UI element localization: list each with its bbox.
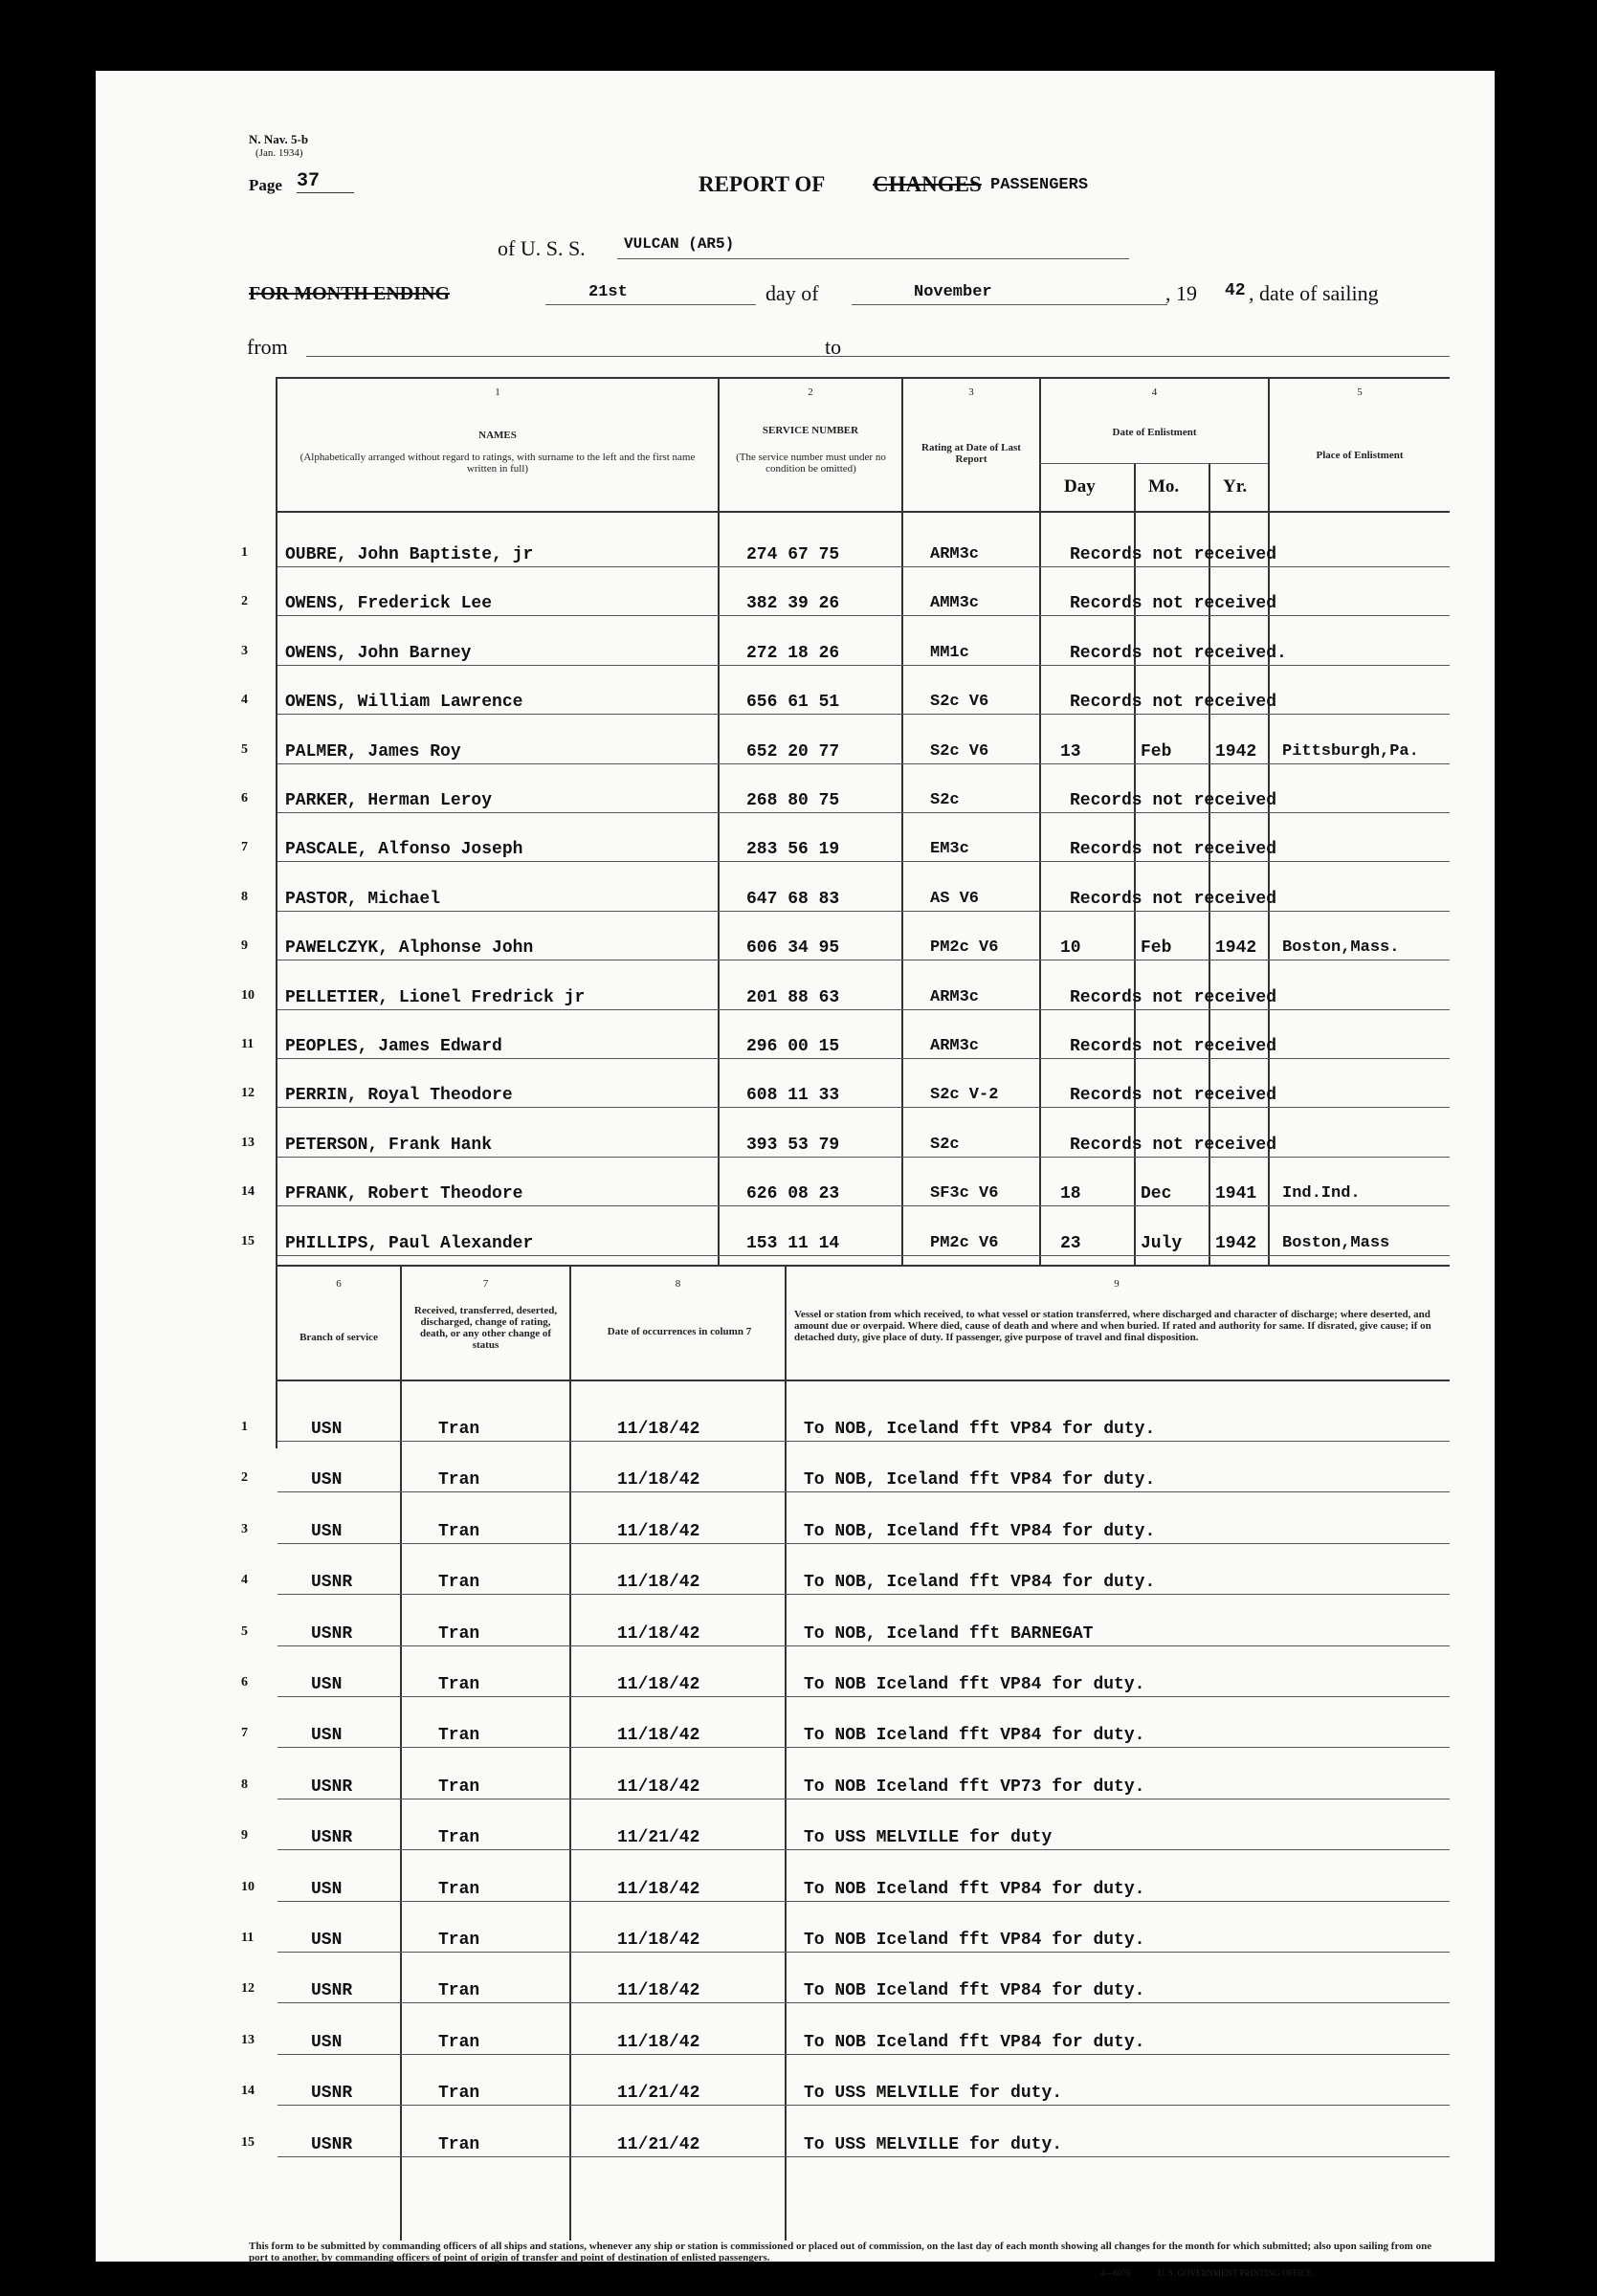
occurrence-date: 11/18/42 <box>617 1880 700 1899</box>
rating: S2c V-2 <box>930 1086 999 1104</box>
occurrence-date: 11/18/42 <box>617 1777 700 1797</box>
row-number: 15 <box>241 1234 255 1248</box>
service-number: 283 56 19 <box>746 840 840 859</box>
records-remark: Records not received <box>1070 545 1277 564</box>
disposition-remarks: To NOB Iceland fft VP84 for duty. <box>804 1981 1145 2000</box>
row-number: 14 <box>241 1184 255 1199</box>
rating: AS V6 <box>930 890 980 908</box>
row-rule <box>277 1205 1450 1206</box>
status-change: Tran <box>438 1675 480 1694</box>
row-number: 1 <box>241 1420 248 1434</box>
row-rule <box>277 1747 1450 1748</box>
col5-number: 5 <box>1357 386 1363 398</box>
surname-name: PAWELCZYK, Alphonse John <box>285 938 534 958</box>
surname-name: PASCALE, Alfonso Joseph <box>285 840 523 859</box>
col3-number: 3 <box>968 386 974 398</box>
branch-of-service: USN <box>311 1726 343 1745</box>
occurrence-date: 11/18/42 <box>617 1981 700 2000</box>
row-number: 5 <box>241 742 248 757</box>
enlist-year: 1941 <box>1215 1184 1257 1203</box>
row-number: 1 <box>241 545 248 560</box>
enlist-day: 10 <box>1060 938 1081 958</box>
status-change: Tran <box>438 2033 480 2052</box>
row-number: 15 <box>241 2135 255 2150</box>
col8-number: 8 <box>675 1278 681 1290</box>
status-change: Tran <box>438 1828 480 1847</box>
col1-note: (Alphabetically arranged without regard to ratings, with surname to the left and the first name written in full) <box>299 452 696 475</box>
form-number: N. Nav. 5-b <box>249 132 309 146</box>
disposition-remarks: To NOB Iceland fft VP84 for duty. <box>804 2033 1145 2052</box>
footer-note: This form to be submitted by commanding officers of all ships and stations, whenever any ship or station is commissioned or placed out of commission, on the last day of each month showing all changes for the month for which submitted; also upon sailing from one port to another, by commanding officers of point of origin of transfer and point of destination of enlisted passengers. <box>249 2241 1432 2264</box>
row-rule <box>277 1107 1450 1108</box>
enlist-day: 18 <box>1060 1184 1081 1203</box>
rating: ARM3c <box>930 988 980 1006</box>
col4-number: 4 <box>1151 386 1158 398</box>
occurrence-date: 11/18/42 <box>617 1726 700 1745</box>
status-change: Tran <box>438 1573 480 1592</box>
rating: S2c V6 <box>930 742 989 761</box>
disposition-remarks: To USS MELVILLE for duty. <box>804 2135 1063 2154</box>
enlist-year: 1942 <box>1215 1234 1257 1253</box>
status-change: Tran <box>438 1777 480 1797</box>
enlist-month: Dec <box>1141 1184 1172 1203</box>
surname-name: OWENS, Frederick Lee <box>285 594 493 613</box>
enlist-day: 23 <box>1060 1234 1081 1253</box>
branch-of-service: USN <box>311 1880 343 1899</box>
occurrence-date: 11/18/42 <box>617 1624 700 1644</box>
row-rule <box>277 861 1450 862</box>
service-number: 393 53 79 <box>746 1136 840 1155</box>
status-change: Tran <box>438 1931 480 1950</box>
disposition-remarks: To USS MELVILLE for duty. <box>804 2084 1063 2103</box>
disposition-remarks: To NOB, Iceland fft VP84 for duty. <box>804 1470 1156 1490</box>
disposition-remarks: To NOB Iceland fft VP73 for duty. <box>804 1777 1145 1797</box>
row-number: 8 <box>241 890 248 904</box>
col6-title: Branch of service <box>299 1332 378 1343</box>
row-number: 8 <box>241 1777 248 1792</box>
row-number: 6 <box>241 1675 248 1689</box>
row-rule <box>277 1849 1450 1850</box>
rating: AMM3c <box>930 594 980 612</box>
title-suffix: PASSENGERS <box>990 176 1089 194</box>
col3-title: Rating at Date of Last Report <box>921 442 1021 466</box>
branch-of-service: USNR <box>311 1828 353 1847</box>
row-rule <box>277 911 1450 912</box>
status-change: Tran <box>438 2135 480 2154</box>
printer-name: U. S. GOVERNMENT PRINTING OFFICE <box>1158 2268 1312 2278</box>
row-number: 10 <box>241 988 255 1003</box>
records-remark: Records not received <box>1070 840 1277 859</box>
place-of-enlistment: Pittsburgh,Pa. <box>1282 742 1419 761</box>
status-change: Tran <box>438 1624 480 1644</box>
row-number: 4 <box>241 693 248 707</box>
service-number: 606 34 95 <box>746 938 840 958</box>
service-number: 153 11 14 <box>746 1234 840 1253</box>
occurrence-date: 11/21/42 <box>617 2135 700 2154</box>
enlist-day: 13 <box>1060 742 1081 762</box>
row-number: 2 <box>241 594 248 608</box>
surname-name: PASTOR, Michael <box>285 890 441 909</box>
rating: PM2c V6 <box>930 1234 999 1252</box>
col2-note: (The service number must under no condition be omitted) <box>736 452 886 475</box>
row-rule <box>277 2105 1450 2106</box>
service-number: 201 88 63 <box>746 988 840 1007</box>
page-number: 37 <box>297 170 354 193</box>
from-label: from <box>247 335 288 359</box>
row-number: 9 <box>241 938 248 953</box>
row-rule <box>277 812 1450 813</box>
row-number: 14 <box>241 2084 255 2098</box>
row-rule <box>277 615 1450 616</box>
disposition-remarks: To NOB Iceland fft VP84 for duty. <box>804 1931 1145 1950</box>
to-label: to <box>825 335 842 359</box>
col7-title: Received, transferred, deserted, discharged, change of rating, death, or any other change of status <box>413 1305 558 1352</box>
month-value: November <box>914 283 992 301</box>
row-rule <box>277 1058 1450 1059</box>
service-number: 656 61 51 <box>746 693 840 712</box>
service-number: 296 00 15 <box>746 1037 840 1056</box>
disposition-remarks: To NOB, Iceland fft VP84 for duty. <box>804 1420 1156 1439</box>
row-number: 13 <box>241 1136 255 1150</box>
col5-title: Place of Enlistment <box>1316 450 1404 461</box>
col4-yr: Yr. <box>1223 476 1248 497</box>
col4-title: Date of Enlistment <box>1112 427 1197 438</box>
row-number: 3 <box>241 644 248 658</box>
row-rule <box>277 2054 1450 2055</box>
enlist-month: Feb <box>1141 742 1172 762</box>
surname-name: PARKER, Herman Leroy <box>285 791 493 810</box>
rating: MM1c <box>930 644 969 662</box>
disposition-remarks: To NOB, Iceland fft VP84 for duty. <box>804 1573 1156 1592</box>
row-rule <box>277 1157 1450 1158</box>
row-rule <box>277 1441 1450 1442</box>
struck-label: FOR MONTH ENDING <box>249 283 450 304</box>
occurrence-date: 11/18/42 <box>617 1573 700 1592</box>
col1-number: 1 <box>495 386 500 398</box>
rating: EM3c <box>930 840 969 858</box>
place-of-enlistment: Ind.Ind. <box>1282 1184 1361 1203</box>
col1-title: NAMES <box>478 430 517 441</box>
rating: S2c V6 <box>930 693 989 711</box>
branch-of-service: USNR <box>311 2084 353 2103</box>
form-date: (Jan. 1934) <box>255 147 303 159</box>
status-change: Tran <box>438 1470 480 1490</box>
surname-name: PALMER, James Roy <box>285 742 461 762</box>
surname-name: PEOPLES, James Edward <box>285 1037 502 1056</box>
service-number: 382 39 26 <box>746 594 840 613</box>
branch-of-service: USN <box>311 1420 343 1439</box>
rating: SF3c V6 <box>930 1184 999 1203</box>
row-rule <box>277 1009 1450 1010</box>
row-number: 7 <box>241 1726 248 1740</box>
occurrence-date: 11/18/42 <box>617 1420 700 1439</box>
records-remark: Records not received <box>1070 890 1277 909</box>
branch-of-service: USNR <box>311 1573 353 1592</box>
row-rule <box>277 2002 1450 2003</box>
occurrence-date: 11/21/42 <box>617 1828 700 1847</box>
occurrence-date: 11/18/42 <box>617 2033 700 2052</box>
row-rule <box>277 714 1450 715</box>
day-of-label: day of <box>765 281 819 305</box>
enlist-month: Feb <box>1141 938 1172 958</box>
records-remark: Records not received <box>1070 1136 1277 1155</box>
row-number: 2 <box>241 1470 248 1485</box>
row-rule <box>277 1491 1450 1492</box>
records-remark: Records not received <box>1070 693 1277 712</box>
row-number: 12 <box>241 1086 255 1100</box>
surname-name: PHILLIPS, Paul Alexander <box>285 1234 534 1253</box>
col9-title: Vessel or station from which received, to what vessel or station transferred, where discharged and character of discharge; where deserted, and amount due or overpaid. Where died, cause of death and where and when buried. If rated and authority for same. If disrated, give cause; if on detached duty, give place of duty. If passenger, give purpose of travel and final disposition. <box>794 1309 1431 1344</box>
branch-of-service: USN <box>311 2033 343 2052</box>
occurrence-date: 11/18/42 <box>617 1470 700 1490</box>
row-rule <box>277 1696 1450 1697</box>
sailing-label: , date of sailing <box>1249 281 1379 305</box>
row-rule <box>277 1255 1450 1256</box>
occurrence-date: 11/18/42 <box>617 1522 700 1541</box>
col6-number: 6 <box>336 1278 342 1290</box>
row-number: 11 <box>241 1931 255 1945</box>
enlist-year: 1942 <box>1215 938 1257 958</box>
records-remark: Records not received <box>1070 1037 1277 1056</box>
col4-mo: Mo. <box>1148 476 1180 497</box>
surname-name: OWENS, John Barney <box>285 644 472 663</box>
occurrence-date: 11/18/42 <box>617 1931 700 1950</box>
records-remark: Records not received <box>1070 1086 1277 1105</box>
disposition-remarks: To NOB Iceland fft VP84 for duty. <box>804 1675 1145 1694</box>
disposition-remarks: To NOB Iceland fft VP84 for duty. <box>804 1880 1145 1899</box>
col8-title: Date of occurrences in column 7 <box>607 1326 752 1337</box>
row-number: 13 <box>241 2033 255 2047</box>
row-number: 3 <box>241 1522 248 1536</box>
disposition-remarks: To NOB, Iceland fft VP84 for duty. <box>804 1522 1156 1541</box>
printer-code: 4—6076 <box>1100 2268 1131 2278</box>
row-rule <box>277 1543 1450 1544</box>
records-remark: Records not received <box>1070 791 1277 810</box>
title-prefix: REPORT OF <box>699 172 826 196</box>
status-change: Tran <box>438 1420 480 1439</box>
occurrence-date: 11/18/42 <box>617 1675 700 1694</box>
surname-name: OUBRE, John Baptiste, jr <box>285 545 534 564</box>
year-prefix: , 19 <box>1165 281 1197 305</box>
row-rule <box>277 1901 1450 1902</box>
enlist-year: 1942 <box>1215 742 1257 762</box>
row-number: 12 <box>241 1981 255 1996</box>
col9-number: 9 <box>1114 1278 1120 1290</box>
col4-day: Day <box>1064 476 1096 497</box>
status-change: Tran <box>438 1726 480 1745</box>
title-struck: CHANGES <box>873 172 982 196</box>
rating: ARM3c <box>930 1037 980 1055</box>
surname-name: PFRANK, Robert Theodore <box>285 1184 523 1203</box>
row-rule <box>277 1594 1450 1595</box>
row-rule <box>277 2156 1450 2157</box>
service-number: 647 68 83 <box>746 890 840 909</box>
disposition-remarks: To USS MELVILLE for duty <box>804 1828 1053 1847</box>
branch-of-service: USN <box>311 1931 343 1950</box>
year-value: 42 <box>1225 281 1246 300</box>
service-number: 608 11 33 <box>746 1086 840 1105</box>
col7-number: 7 <box>482 1278 489 1290</box>
row-number: 9 <box>241 1828 248 1843</box>
service-number: 652 20 77 <box>746 742 840 762</box>
branch-of-service: USNR <box>311 1981 353 2000</box>
status-change: Tran <box>438 2084 480 2103</box>
service-number: 268 80 75 <box>746 791 840 810</box>
row-rule <box>277 763 1450 764</box>
rating: PM2c V6 <box>930 938 999 957</box>
status-change: Tran <box>438 1522 480 1541</box>
enlist-month: July <box>1141 1234 1183 1253</box>
col2-title: SERVICE NUMBER <box>762 425 859 436</box>
row-rule <box>277 566 1450 567</box>
disposition-remarks: To NOB Iceland fft VP84 for duty. <box>804 1726 1145 1745</box>
branch-of-service: USN <box>311 1470 343 1490</box>
branch-of-service: USNR <box>311 1624 353 1644</box>
ship-name: VULCAN (AR5) <box>624 235 735 253</box>
surname-name: PERRIN, Royal Theodore <box>285 1086 513 1105</box>
disposition-remarks: To NOB, Iceland fft BARNEGAT <box>804 1624 1094 1644</box>
page-label: Page <box>249 176 282 194</box>
records-remark: Records not received. <box>1070 644 1287 663</box>
place-of-enlistment: Boston,Mass <box>1282 1234 1390 1252</box>
surname-name: PELLETIER, Lionel Fredrick jr <box>285 988 586 1007</box>
records-remark: Records not received <box>1070 988 1277 1007</box>
surname-name: PETERSON, Frank Hank <box>285 1136 493 1155</box>
service-number: 626 08 23 <box>746 1184 840 1203</box>
records-remark: Records not received <box>1070 594 1277 613</box>
row-number: 6 <box>241 791 248 806</box>
col2-number: 2 <box>808 386 813 398</box>
branch-of-service: USNR <box>311 1777 353 1797</box>
row-number: 10 <box>241 1880 255 1894</box>
occurrence-date: 11/21/42 <box>617 2084 700 2103</box>
row-rule <box>277 665 1450 666</box>
row-number: 7 <box>241 840 248 854</box>
rating: S2c <box>930 791 960 809</box>
branch-of-service: USN <box>311 1675 343 1694</box>
place-of-enlistment: Boston,Mass. <box>1282 938 1400 957</box>
rating: S2c <box>930 1136 960 1154</box>
day-value: 21st <box>588 283 628 301</box>
document-page <box>96 71 1495 2278</box>
row-rule <box>277 1952 1450 1953</box>
status-change: Tran <box>438 1880 480 1899</box>
row-number: 11 <box>241 1037 255 1051</box>
row-rule <box>277 1645 1450 1646</box>
row-number: 5 <box>241 1624 248 1639</box>
branch-of-service: USNR <box>311 2135 353 2154</box>
branch-of-service: USN <box>311 1522 343 1541</box>
status-change: Tran <box>438 1981 480 2000</box>
rating: ARM3c <box>930 545 980 563</box>
service-number: 272 18 26 <box>746 644 840 663</box>
service-number: 274 67 75 <box>746 545 840 564</box>
surname-name: OWENS, William Lawrence <box>285 693 523 712</box>
row-number: 4 <box>241 1573 248 1587</box>
of-uss-label: of U. S. S. <box>498 236 586 260</box>
